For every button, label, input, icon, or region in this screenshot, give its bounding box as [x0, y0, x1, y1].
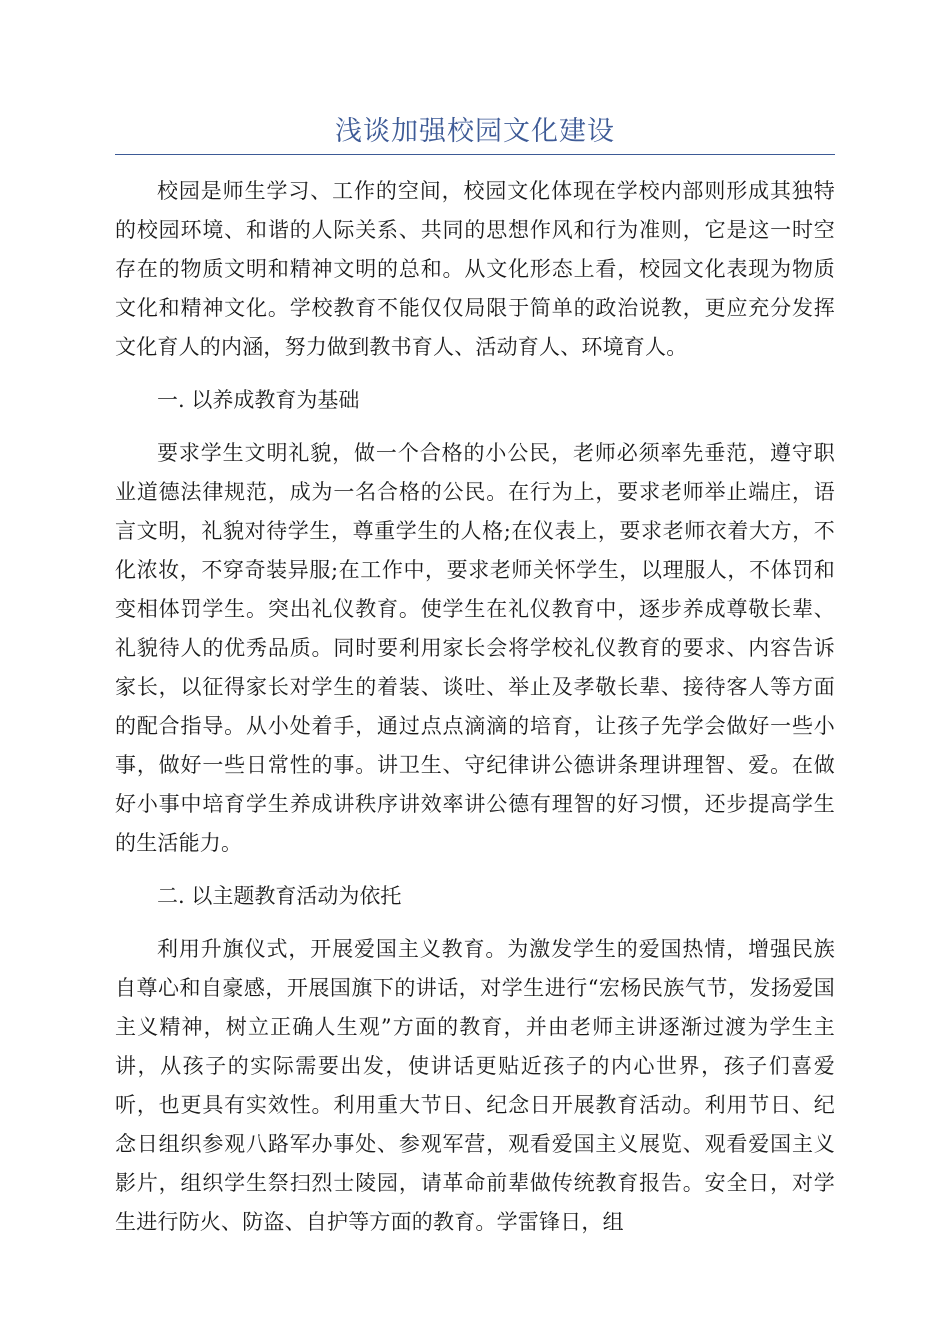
- section-heading-2: 二. 以主题教育活动为依托: [157, 884, 402, 908]
- document-title: 浅谈加强校园文化建设: [335, 116, 615, 147]
- document-body: [115, 172, 835, 1256]
- paragraph-section-1: 要求学生文明礼貌，做一个合格的小公民，老师必须率先垂范，遵守职业道德法律规范，成为一名合格的公民。在行为上，要求老师举止端庄，语言文明，礼貌对待学生，尊重学生的人格;在仪表上，要求老师衣着大方，不化浓妆，不穿奇装异服;在工作中，要求老师关怀学生，以理服人，不体罚和变相体罚学生。突出礼仪教育。使学生在礼仪教育中，逐步养成尊敬长辈、礼貌待人的优秀品质。同时要利用家长会将学校礼仪教育的要求、内容告诉家长，以征得家长对学生的着装、谈吐、举止及孝敬长辈、接待客人等方面的配合指导。从小处着手，通过点点滴滴的培育，让孩子先学会做好一些小事，做好一些日常性的事。讲卫生、守纪律讲公德讲条理讲理智、爱。在做好小事中培育学生养成讲秩序讲效率讲公德有理智的好习惯，还步提高学生的生活能力。: [115, 441, 835, 855]
- paragraph-section-2: 利用升旗仪式，开展爱国主义教育。为激发学生的爱国热情，增强民族自尊心和自豪感，开展国旗下的讲话，对学生进行“宏杨民族气节，发扬爱国主义精神，树立正确人生观”方面的教育，并由老师主讲逐渐过渡为学生主讲，从孩子的实际需要出发，使讲话更贴近孩子的内心世界，孩子们喜爱听，也更具有实效性。利用重大节日、纪念日开展教育活动。利用节日、纪念日组织参观八路军办事处、参观军营，观看爱国主义展览、观看爱国主义影片，组织学生祭扫烈士陵园，请革命前辈做传统教育报告。安全日，对学生进行防火、防盗、自护等方面的教育。学雷锋日，组: [115, 937, 835, 1234]
- section-heading-1: 一. 以养成教育为基础: [157, 388, 360, 412]
- title-underline: [115, 154, 835, 155]
- paragraph-intro: 校园是师生学习、工作的空间，校园文化体现在学校内部则形成其独特的校园环境、和谐的人际关系、共同的思想作风和行为准则，它是这一时空存在的物质文明和精神文明的总和。从文化形态上看，校园文化表现为物质文化和精神文化。学校教育不能仅仅局限于简单的政治说教，更应充分发挥文化育人的内涵，努力做到教书育人、活动育人、环境育人。: [115, 179, 835, 359]
